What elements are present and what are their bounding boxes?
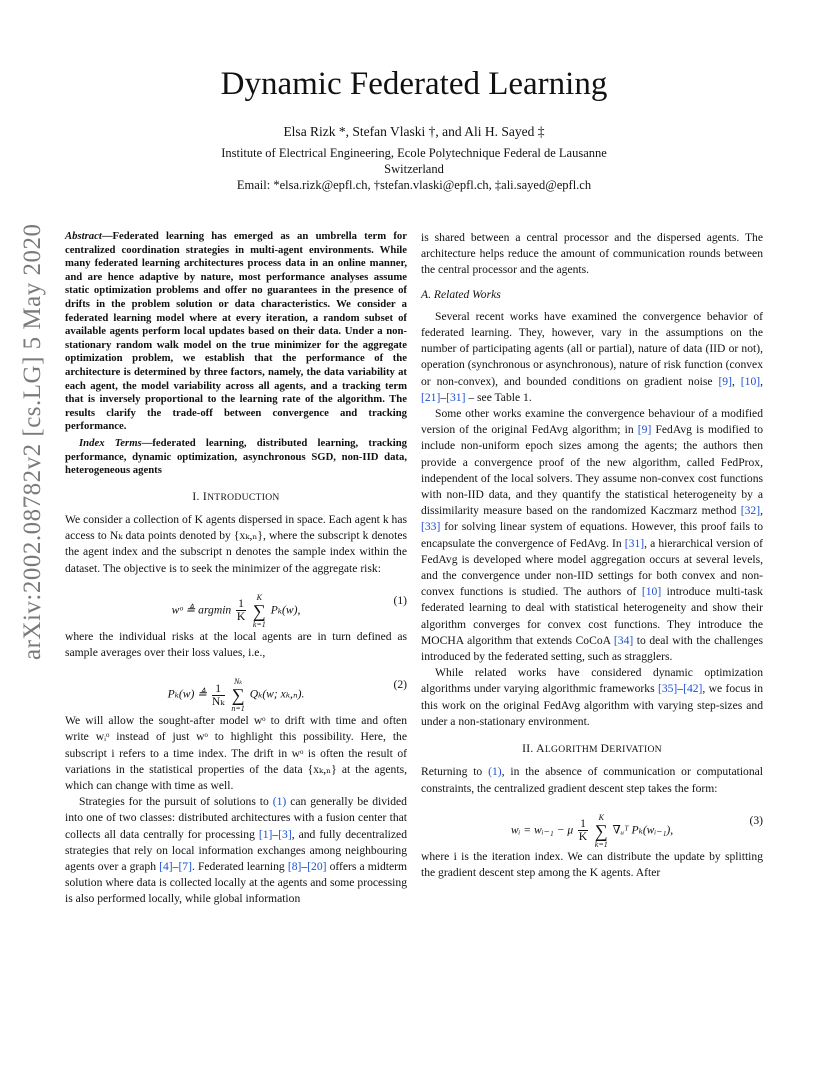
arxiv-sidebar-stamp: arXiv:2002.08782v2 [cs.LG] 5 May 2020: [19, 223, 46, 660]
left-column: [65, 230, 407, 908]
index-terms-lead: Index Terms: [79, 436, 142, 449]
body-paragraph: Some other works examine the convergence behaviour of a modified version of the original FedAvg algorithm; in [9] FedAvg is modified to include non-uniform epoch sizes among the agents; the authors then provide a convergence proof of the new algorithm, called FedProx, independent of the local solvers. They assume non-convex cost functions with non-IID data, and they quantify the statistical heterogeneity by a dissimilarity measure based on the randomized Kaczmarz method [32], [33] for solving linear system of equations. However, this proof fails to encapsulate the convergence of FedAvg. In [31], a hierarchical version of FedAvg is developed where model aggregation occurs at several levels, and the convergence under non-IID settings for both convex and non-convex functions is studied. The authors of [10] introduce multi-task federated learning to deal with statistical heterogeneity and show their algorithm converges for convex cost functions. They introduce the MOCHA algorithm that extends CoCoA [34] to deal with the challenges introduced by the federated setting, such as stragglers.: [421, 407, 764, 664]
equation-1: [65, 583, 407, 629]
intro-paragraph: We consider a collection of K agents dispersed in space. Each agent k has access to Nₖ data points denoted by {xₖ,ₙ}, where the subscript k denotes the agent index and the subscript n denotes the sample index within the dataset. The objective is to seek the minimizer of the aggregate risk:: [65, 512, 407, 575]
eq1-sum: K ∑ k=1: [252, 592, 266, 629]
citation-link[interactable]: [4]: [159, 859, 173, 873]
eq1-lhs: wᵒ ≜ argmin: [171, 603, 232, 617]
citation-link[interactable]: [21]: [421, 390, 441, 404]
citation-link[interactable]: [9]: [637, 423, 652, 437]
section-heading-algorithm-derivation: II. ALGORITHM DERIVATION: [522, 742, 662, 756]
eq2-rhs: Qₖ(w; xₖ,ₙ).: [249, 687, 305, 701]
citation-link[interactable]: [8]: [287, 859, 302, 873]
citation-link[interactable]: [7]: [178, 859, 192, 873]
right-column: [421, 230, 763, 881]
citation-link[interactable]: [3]: [278, 827, 292, 841]
body-paragraph: where i is the iteration index. We can distribute the update by splitting the gradient descent step among the K agents. After: [421, 849, 763, 879]
equation-number: (2): [393, 678, 407, 692]
citation-link[interactable]: [35]: [657, 682, 678, 696]
citation-link[interactable]: [1]: [258, 827, 273, 841]
citation-link[interactable]: [20]: [307, 859, 327, 873]
index-terms-text: —federated learning, distributed learning, tracking performance, dynamic optimization, asynchronous SGD, non-IID data, heterogeneous agents: [65, 436, 407, 477]
citation-link[interactable]: [33]: [421, 520, 441, 534]
paper-title: Dynamic Federated Learning: [220, 66, 608, 102]
eq3-sum: K ∑ k=1: [594, 812, 608, 849]
eq3-fraction: $\frac{1}{K}$: [578, 817, 588, 844]
body-paragraph: While related works have considered dynamic optimization algorithms under varying algorithmic frameworks [35]–[42], we focus in this work on the original FedAvg algorithm with varying step-sizes and under a non-stationary environment.: [421, 666, 763, 728]
eq3-rhs: ∇ᵤᵀ Pₖ(wᵢ₋₁),: [612, 823, 674, 837]
email-line: Email: *elsa.rizk@epfl.ch, †stefan.vlaski@epfl.ch, ‡ali.sayed@epfl.ch: [236, 178, 592, 192]
citation-link[interactable]: [31]: [446, 390, 466, 404]
section-heading-introduction: I. INTRODUCTION: [192, 489, 280, 503]
eq1-fraction: $\frac{1}{K}$: [236, 597, 246, 624]
equation-link[interactable]: (1): [272, 795, 287, 809]
citation-link[interactable]: [42]: [683, 682, 703, 696]
citation-link[interactable]: [10]: [740, 374, 761, 388]
index-terms: [65, 437, 407, 478]
abstract-text: —Federated learning has emerged as an umbrella term for centralized coordination strategies in multi-agent environments. While many federated learning architectures process data in an online manner, and are hence adaptive by nature, most performance analyses assume static optimization problems and offer no guarantees in the presence of drifts in the problem solution or data characteristics. We consider a federated learning model where at every iteration, a random subset of available agents perform local updates based on their data. Under a non-stationary random walk model on the true minimizer for the aggregate optimization problem, we establish that the performance of the architecture is determined by three factors, namely, the data variability at each agent, the model variability across all agents, and a tracking term that is inversely proportional to the learning rate of the algorithm. The results clarify the trade-off between convergence and tracking performance.: [65, 230, 407, 433]
intro-paragraph: Strategies for the pursuit of solutions to (1) can generally be divided into one of two classes: distributed architectures with a fusion center that collects all data centrally for processing [1]–[3], and fully decentralized strategies that rely on local information exchanges among neighbouring agents over a graph [4]–[7]. Federated learning [8]–[20] offers a midterm solution where data is collected locally at the agents and some processing is also performed locally, while global information: [65, 795, 407, 906]
body-paragraph: is shared between a central processor and the dispersed agents. The architecture helps reduce the amount of communication rounds between the central processor and the agents.: [421, 231, 763, 277]
abstract: [65, 230, 407, 434]
intro-paragraph: where the individual risks at the local agents are in turn defined as sample averages over their loss values, i.e.,: [65, 629, 407, 659]
citation-link[interactable]: [10]: [641, 585, 662, 599]
author-list: Elsa Rizk *, Stefan Vlaski †, and Ali H. Sayed ‡: [283, 124, 545, 139]
citation-link[interactable]: [34]: [613, 633, 634, 647]
eq3-lhs: wᵢ = wᵢ₋₁ − μ: [510, 823, 574, 837]
citation-link[interactable]: [31]: [624, 536, 645, 550]
eq2-sum: Nₖ ∑ n=1: [231, 677, 245, 714]
eq1-rhs: Pₖ(w),: [270, 603, 301, 617]
citation-link[interactable]: [9]: [718, 374, 732, 388]
subsection-heading-related-works: A. Related Works: [421, 287, 501, 301]
abstract-lead: Abstract: [65, 230, 102, 242]
intro-paragraph: We will allow the sought-after model wᵒ to drift with time and often write wᵢᵒ instead of just wᵒ to highlight this possibility. Here, the subscript i refers to a time index. The drift in wᵒ is often the result of variations in the statistical properties of the data {xₖ,ₙ} at the agents, which can change with time as well.: [65, 714, 407, 792]
eq2-lhs: Pₖ(w) ≜: [167, 687, 207, 701]
affiliation-country: Switzerland: [384, 162, 444, 176]
equation-link[interactable]: (1): [488, 765, 502, 779]
body-paragraph: Returning to (1), in the absence of communication or computational constraints, the centralized gradient descent step takes the form:: [421, 765, 764, 795]
affiliation: Institute of Electrical Engineering, Ecole Polytechnique Federal de Lausanne: [221, 146, 607, 160]
body-paragraph: Several recent works have examined the convergence behavior of federated learning. They, however, vary in the assumptions on the number of participating agents (all or partial), nature of data (IID or not), operation (synchronous or asynchronous), nature of risk function (convex or non-convex), and bounded conditions on gradient noise [9], [10], [21]–[31] – see Table 1.: [421, 309, 764, 404]
citation-link[interactable]: [32]: [740, 504, 761, 518]
equation-3: [421, 803, 763, 849]
equation-number: (3): [749, 813, 763, 827]
equation-2: [65, 667, 407, 714]
eq2-fraction: $\frac{1}{\text{Nₖ}}$: [211, 681, 225, 708]
equation-number: (1): [393, 593, 407, 607]
